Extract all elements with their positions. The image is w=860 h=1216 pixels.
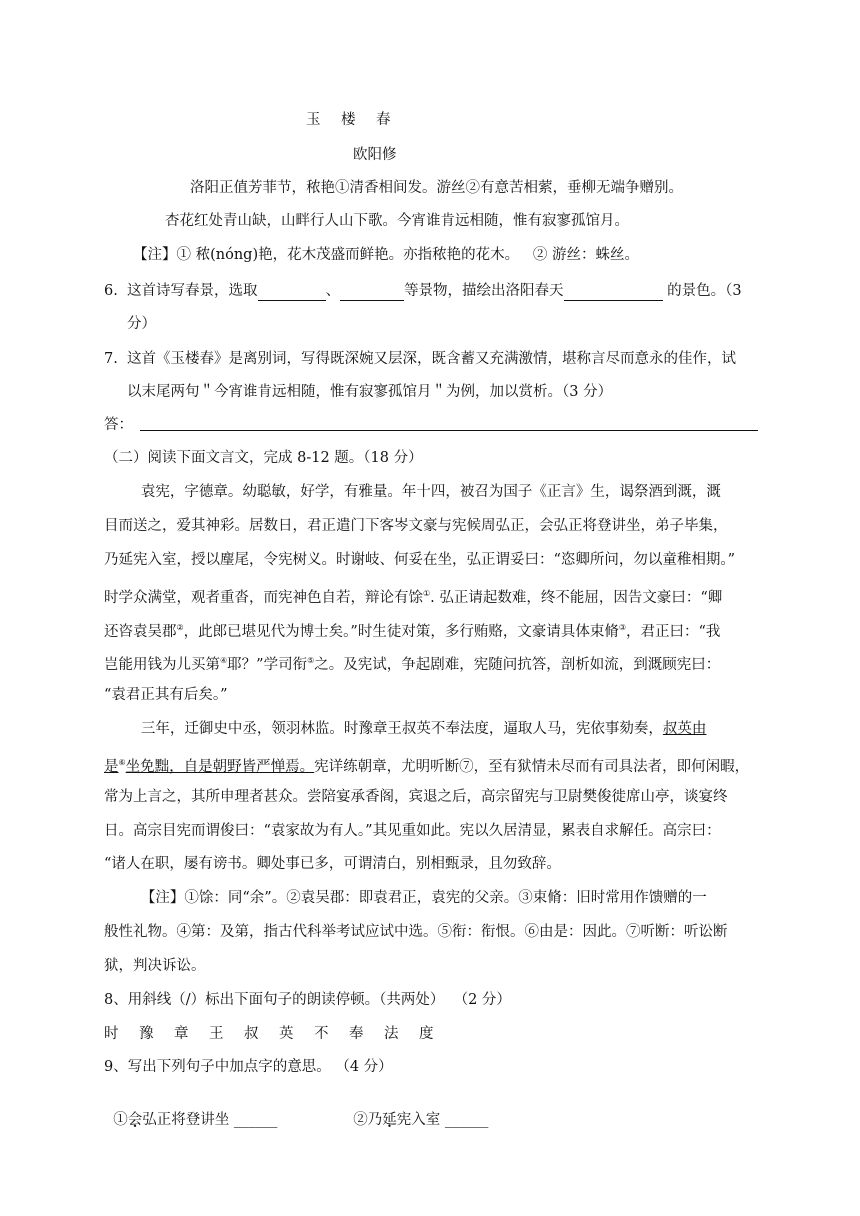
dotted-char: 会 [127,1112,143,1128]
passage-line: 目而送之，爱其神彩。居数日，君正遣门下客岑文豪与宪候周弘正，会弘正将登讲坐，弟子毕集， [104,518,728,534]
poem-author: 欧阳修 [353,147,397,163]
passage-line [104,753,758,777]
passage-line: 袁宪，字德章。幼聪敏，好学，有雅量。年十四，被召为国子《正言》生，谒祭酒到溉，溉 [104,484,721,500]
footnote-mark: ② [176,623,184,632]
poem-line-2: 杏花红处青山缺，山畔行人山下歌。今宵谁肯远相随，惟有寂寥孤馆月。 [165,213,629,229]
passage-line [104,719,758,739]
passage-line [104,651,758,675]
passage-text: 时学众满堂，观者重沓，而宪神色自若，辩论有馀 [104,590,423,606]
dotted-char: 延 [382,1112,397,1128]
q8-char: 法 [384,1026,399,1042]
poem-line-1: 洛阳正值芳菲节，秾艳①清香相间发。游丝②有意苦相萦，垂柳无端争赠别。 [190,180,683,196]
poem-title-char: 春 [376,112,391,128]
passage-text: 三年，迁御史中丞，领羽林监。时豫章王叔英不奉法度，逼取人马，宪依事劾奏， [104,721,663,737]
q8-char: 王 [209,1026,224,1042]
q8-char: 不 [314,1026,329,1042]
poem-title-char: 楼 [341,112,356,128]
passage-note-line: 狱，判决诉讼。 [104,958,206,974]
passage-text: 岂能用钱为儿买第 [104,657,220,673]
q6-blank-3[interactable] [564,285,663,301]
q9-item-2 [344,1090,488,1130]
q8-char: 时 [104,1026,119,1042]
passage-text: 还咨袁吴郡 [104,624,177,640]
poem-title [306,110,411,130]
footnote-mark: ④ [220,656,228,665]
passage-note-line: 【注】①馀：同“余”。②袁吴郡：即袁君正，袁宪的父亲。③束脩：旧时常用作馈赠的一 [104,890,707,906]
q8-char: 英 [279,1026,294,1042]
answer-label: 答： [104,417,133,433]
poem-note: 【注】① 秾(nóng)艳，花木茂盛而鲜艳。亦指秾艳的花木。 ② 游丝：蛛丝。 [133,247,640,263]
q6-text-3: 的景色。（3 [662,283,742,299]
q6-text-2: 等景物，描绘出洛阳春天 [404,283,564,299]
passage-line: 日。高宗目宪而谓俊曰：“袁家故为有人。”其见重如此。宪以久居清显，累表自求解任。高宗曰： [104,823,721,839]
q9-item-2-prefix: ②乃 [353,1112,383,1128]
passage-text: 之。及宪试，争起剧难，宪随问抗答，剖析如流，到溉顾宪曰： [314,657,721,673]
underlined-sentence: 坐免黜，自是朝野皆严惮焉。 [125,759,315,775]
passage-text: . 弘正请起数难，终不能屈，因告文豪曰：“卿 [430,590,723,606]
q6-blank-1[interactable] [258,285,326,301]
answer-line[interactable] [140,430,758,431]
question-6 [104,281,742,301]
footnote-mark: ③ [618,623,627,632]
q8-char: 豫 [139,1026,154,1042]
q8-char: 度 [419,1026,434,1042]
q7-line-1: 7. 这首《玉楼春》是离别词，写得既深婉又层深，既含蓄又充满激情，堪称言尽而意永的佳作，试 [104,351,737,367]
footnote-mark: ① [423,589,431,598]
q8-sentence[interactable] [104,1024,454,1044]
q6-line-2: 分） [127,316,156,332]
q9-item-2-text[interactable]: 宪入室 ______ [396,1112,489,1128]
passage-text: ，君正曰：“我 [626,624,721,640]
passage-line [104,618,758,642]
q6-blank-2[interactable] [340,285,404,301]
passage-note-line: 般性礼物。④第：及第，指古代科举考试应试中选。⑤衔：衔恨。⑥由是：因此。⑦听断：听讼断 [104,924,728,940]
passage-line: “袁君正其有后矣。” [104,687,228,703]
poem-title-char: 玉 [306,112,321,128]
question-8: 8、用斜线（/）标出下面句子的朗读停顿。（共两处） （2 分） [104,992,511,1008]
question-9: 9、写出下列句子中加点字的意思。 （4 分） [104,1059,393,1075]
passage-text: ，此郎已堪见代为博士矣。”时生徒对策，多行贿赂，文豪请具体束脩 [183,624,619,640]
passage-line [104,584,758,608]
q9-item-1-text[interactable]: 弘正将登讲坐 ______ [142,1112,278,1128]
q9-item-1-prefix: ① [113,1112,128,1128]
footnote-mark: ⑤ [307,656,315,665]
passage-line: 常为上言之，其所申理者甚众。尝陪宴承香阁，宾退之后，高宗留宪与卫尉樊俊徙席山亭，谈宴终 [104,789,728,805]
q6-text-1: 6. 这首诗写春景，选取 [104,283,258,299]
underlined-sentence: 叔英由 [662,721,707,737]
passage-text: 宪详练朝章，尤明听断⑦，至有狱情未尽而有司具法者，即何闲暇， [314,759,750,775]
q6-sep: 、 [325,283,341,299]
passage-line: “诸人在职，屡有谤书。卿处事已多，可谓清白，别相甄录，且勿致辞。 [104,856,561,872]
q8-char: 章 [174,1026,189,1042]
passage-text: 耶？”学司衔 [227,657,308,673]
underlined-sentence: 是 [104,759,119,775]
footnote-mark: ⑥ [118,758,126,767]
q8-char: 奉 [349,1026,364,1042]
q9-item-1 [104,1090,277,1130]
q7-line-2: 以末尾两句＂今宵谁肯远相随，惟有寂寥孤馆月＂为例，加以赏析。（3 分） [127,384,613,400]
q8-char: 叔 [244,1026,259,1042]
passage-line: 乃延宪入室，授以麈尾，令宪树义。时谢岐、何妥在坐，弘正谓妥曰：“恣卿所问，勿以童稚相期。” [104,552,736,568]
section-2-heading: （二）阅读下面文言文，完成 8-12 题。（18 分） [104,450,423,466]
